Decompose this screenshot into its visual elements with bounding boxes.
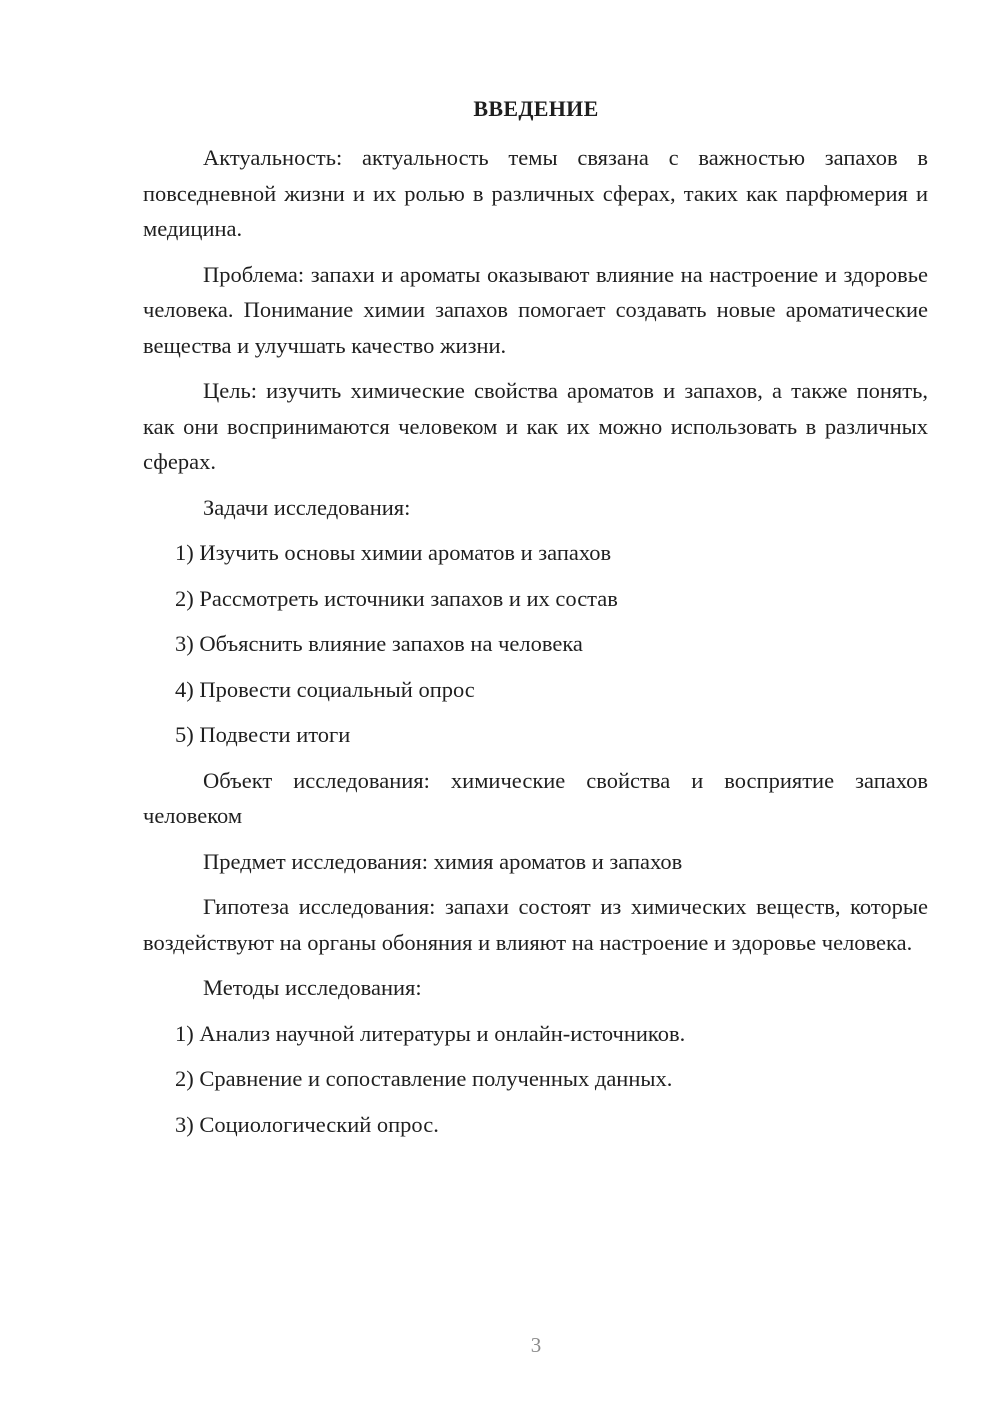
subject-paragraph: Предмет исследования: химия ароматов и запахов — [203, 848, 683, 874]
list-item: 3) Социологический опрос. — [175, 1111, 439, 1137]
list-item: 1) Анализ научной литературы и онлайн-источников. — [175, 1020, 686, 1046]
list-item: 5) Подвести итоги — [175, 722, 351, 747]
list-item: 2) Рассмотреть источники запахов и их состав — [175, 585, 618, 611]
object-paragraph: Объект исследования: химические свойства и восприятие запахов человеком — [143, 767, 928, 828]
relevance-paragraph: Актуальность: актуальность темы связана с важностью запахов в повседневной жизни и их ролью в различных сферах, таких как парфюмерия и медицина. — [143, 145, 928, 241]
list-item: 2) Сравнение и сопоставление полученных данных. — [175, 1066, 673, 1091]
hypothesis-paragraph: Гипотеза исследования: запахи состоят из химических веществ, которые воздействуют на органы обоняния и влияют на настроение и здоровье человека. — [143, 894, 928, 955]
methods-title: Методы исследования: — [203, 975, 422, 1000]
methods-list — [143, 1016, 928, 1143]
list-item: 3) Объяснить влияние запахов на человека — [175, 631, 583, 656]
section-heading: ВВЕДЕНИЕ — [473, 96, 599, 121]
list-item: 4) Провести социальный опрос — [175, 676, 475, 702]
list-item: 1) Изучить основы химии ароматов и запахов — [175, 540, 612, 565]
tasks-title: Задачи исследования: — [203, 494, 411, 520]
goal-paragraph: Цель: изучить химические свойства ароматов и запахов, а также понять, как они воспринимаются человеком и как их можно использовать в различных сферах. — [143, 378, 928, 474]
tasks-list — [143, 535, 928, 753]
document-body — [143, 140, 928, 1152]
problem-paragraph: Проблема: запахи и ароматы оказывают влияние на настроение и здоровье человека. Понимание химии запахов помогает создавать новые ароматические вещества и улучшать качество жизни. — [143, 261, 928, 358]
page-number: 3 — [530, 1333, 542, 1357]
